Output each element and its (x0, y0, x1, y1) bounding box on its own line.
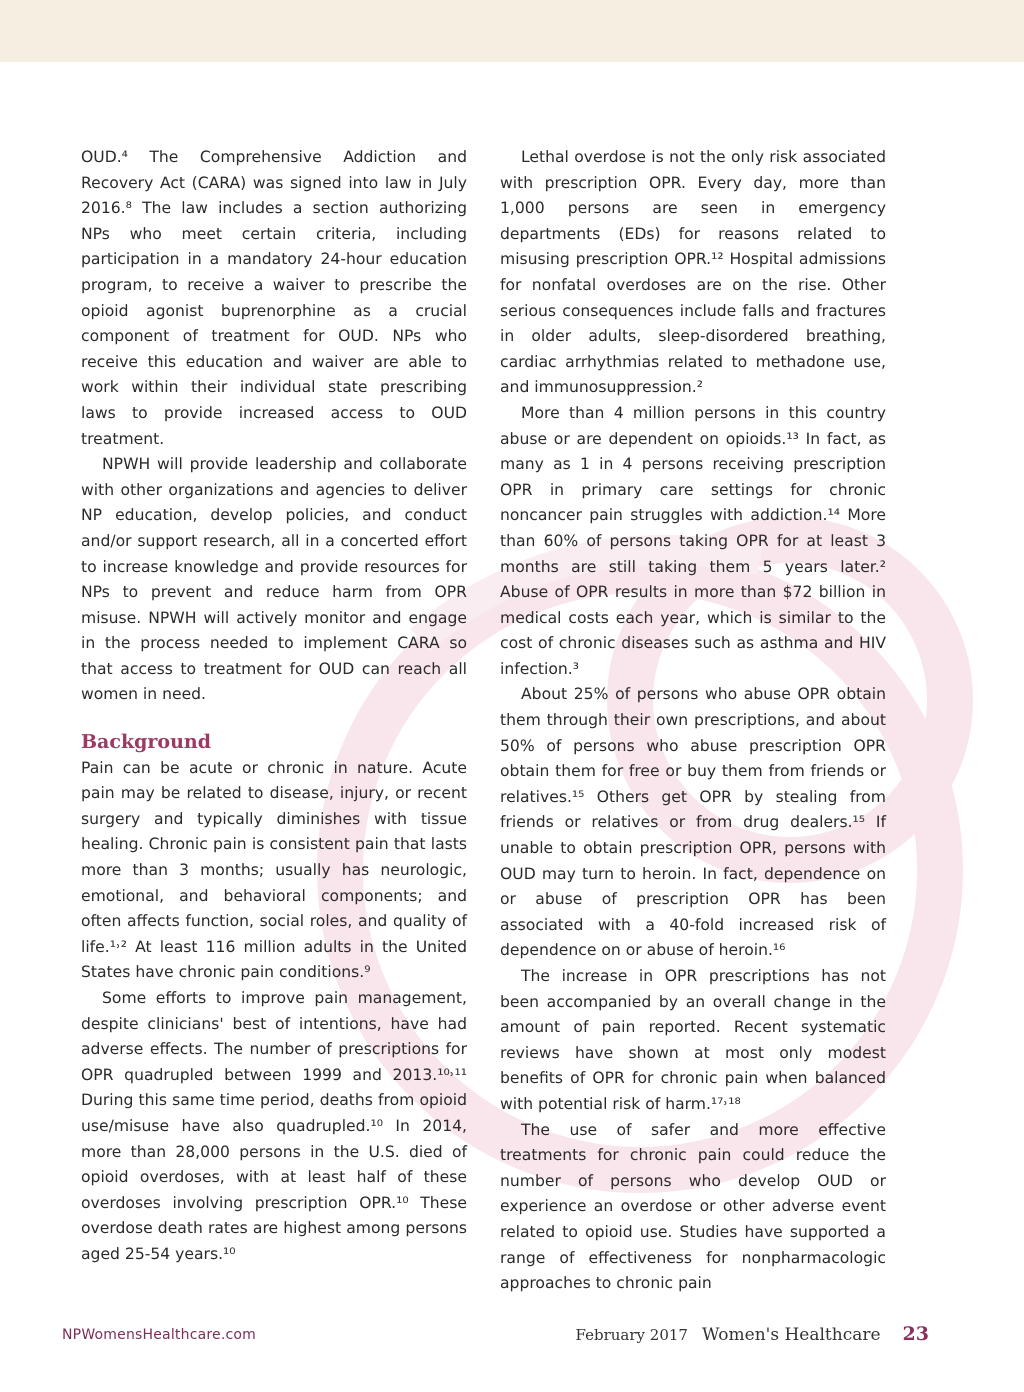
page-number: 23 (902, 1323, 929, 1345)
right-paragraph-3: About 25% of persons who abuse OPR obtain them through their own prescriptions, and about 50% of persons who abuse prescription OPR obtain them for free or buy them from friends or relatives.¹⁵ Others get OPR by stealing from friends or relatives or from drug dealers.¹⁵ If unable to obtain prescription OPR, persons with OUD may turn to heroin. In fact, dependence on or abuse of prescription OPR has been associated with a 40-fold increased risk of dependence on or abuse of heroin.¹⁶ (500, 685, 886, 960)
journal-name: Women's Healthcare (701, 1325, 881, 1345)
right-column (500, 145, 886, 1297)
left-paragraph-1: OUD.⁴ The Comprehensive Addiction and Recovery Act (CARA) was signed into law in July 2016.⁸ The law includes a section authorizing NPs who meet certain criteria, including participation in a mandatory 24-hour education program, to receive a waiver to prescribe the opioid agonist buprenorphine as a crucial component of treatment for OUD. NPs who receive this education and waiver are able to work within their individual state prescribing laws to provide increased access to OUD treatment. (81, 148, 467, 448)
right-paragraph-1: Lethal overdose is not the only risk associated with prescription OPR. Every day, more than 1,000 persons are seen in emergency departments (EDs) for reasons related to misusing prescription OPR.¹² Hospital admissions for nonfatal overdoses are on the rise. Other serious consequences include falls and fractures in older adults, sleep-disordered breathing, cardiac arrhythmias related to methadone use, and immunosuppression.² (500, 148, 886, 397)
section-heading-background: Background (81, 731, 211, 754)
footer-info (576, 1323, 929, 1345)
right-paragraph-4: The increase in OPR prescriptions has not been accompanied by an overall change in the amount of pain reported. Recent systematic reviews have shown at most only modest benefits of OPR for chronic pain when balanced with potential risk of harm.¹⁷˒¹⁸ (500, 967, 886, 1113)
footer-website-link[interactable]: NPWomensHealthcare.com (62, 1327, 256, 1343)
left-column (81, 145, 467, 1268)
issue-date: February 2017 (575, 1326, 688, 1344)
right-paragraph-2: More than 4 million persons in this country abuse or are dependent on opioids.¹³ In fact, as many as 1 in 4 persons receiving prescription OPR in primary care settings for chronic noncancer pain struggles with addiction.¹⁴ More than 60% of persons taking OPR for at least 3 months are still taking them 5 years later.² Abuse of OPR results in more than $72 billion in medical costs each year, which is similar to the cost of chronic diseases such as asthma and HIV infection.³ (500, 403, 886, 678)
left-paragraph-3: Pain can be acute or chronic in nature. Acute pain may be related to disease, injury, or recent surgery and typically diminishes with tissue healing. Chronic pain is consistent pain that lasts more than 3 months; usually has neurologic, emotional, and behavioral components; and often affects function, social roles, and quality of life.¹˒² At least 116 million adults in the United States have chronic pain conditions.⁹ (81, 758, 467, 982)
right-paragraph-5: The use of safer and more effective treatments for chronic pain could reduce the number of persons who develop OUD or experience an overdose or other adverse event related to opioid use. Studies have supported a range of effectiveness for nonpharmacologic approaches to chronic pain (500, 1120, 886, 1293)
left-paragraph-4: Some efforts to improve pain management, despite clinicians' best of intentions, have had adverse effects. The number of prescriptions for OPR quadrupled between 1999 and 2013.¹⁰˒¹¹ During this same time period, deaths from opioid use/misuse have also quadrupled.¹⁰ In 2014, more than 28,000 persons in the U.S. died of opioid overdoses, with at least half of these overdoses involving prescription OPR.¹⁰ These overdose death rates are highest among persons aged 25-54 years.¹⁰ (81, 989, 467, 1263)
left-paragraph-2: NPWH will provide leadership and collaborate with other organizations and agencies to deliver NP education, develop policies, and conduct and/or support research, all in a concerted effort to increase knowledge and provide resources for NPs to prevent and reduce harm from OPR misuse. NPWH will actively monitor and engage in the process needed to implement CARA so that access to treatment for OUD can reach all women in need. (81, 455, 467, 704)
